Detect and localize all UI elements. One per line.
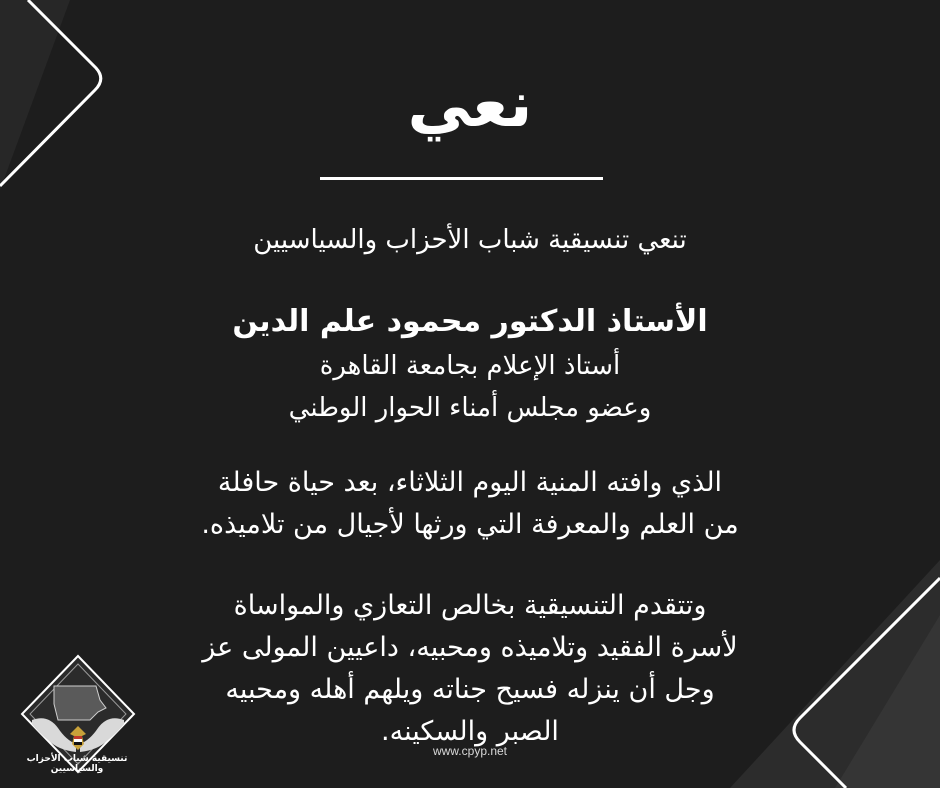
page-title: نعي	[407, 68, 533, 142]
paragraph-1-line: الذي وافته المنية اليوم الثلاثاء، بعد حياة حافلة	[217, 467, 723, 498]
paragraph-2-line: الصبر والسكينه.	[381, 716, 559, 747]
logo-caption: تنسيقية شباب الأحزاب والسياسيين	[26, 754, 128, 774]
paragraph-2-line: وتتقدم التنسيقية بخالص التعازي والمواساة	[233, 590, 707, 621]
deceased-name: الأستاذ الدكتور محمود علم الدين	[232, 304, 708, 339]
paragraph-1-line: من العلم والمعرفة التي ورثها لأجيال من تلاميذه.	[201, 509, 739, 540]
paragraph-2	[140, 585, 800, 753]
paragraph-1	[140, 462, 800, 546]
role-line-1: أستاذ الإعلام بجامعة القاهرة	[319, 351, 621, 381]
intro-text: تنعي تنسيقية شباب الأحزاب والسياسيين	[253, 225, 687, 255]
paragraph-2-line: لأسرة الفقيد وتلاميذه ومحبيه، داعيين المولى عز	[202, 632, 738, 663]
website-url: www.cpyp.net	[432, 744, 508, 758]
title-divider	[320, 177, 603, 180]
role-line-2: وعضو مجلس أمناء الحوار الوطني	[288, 393, 652, 423]
paragraph-2-line: وجل أن ينزله فسيح جناته ويلهم أهله ومحبيه	[225, 674, 715, 705]
